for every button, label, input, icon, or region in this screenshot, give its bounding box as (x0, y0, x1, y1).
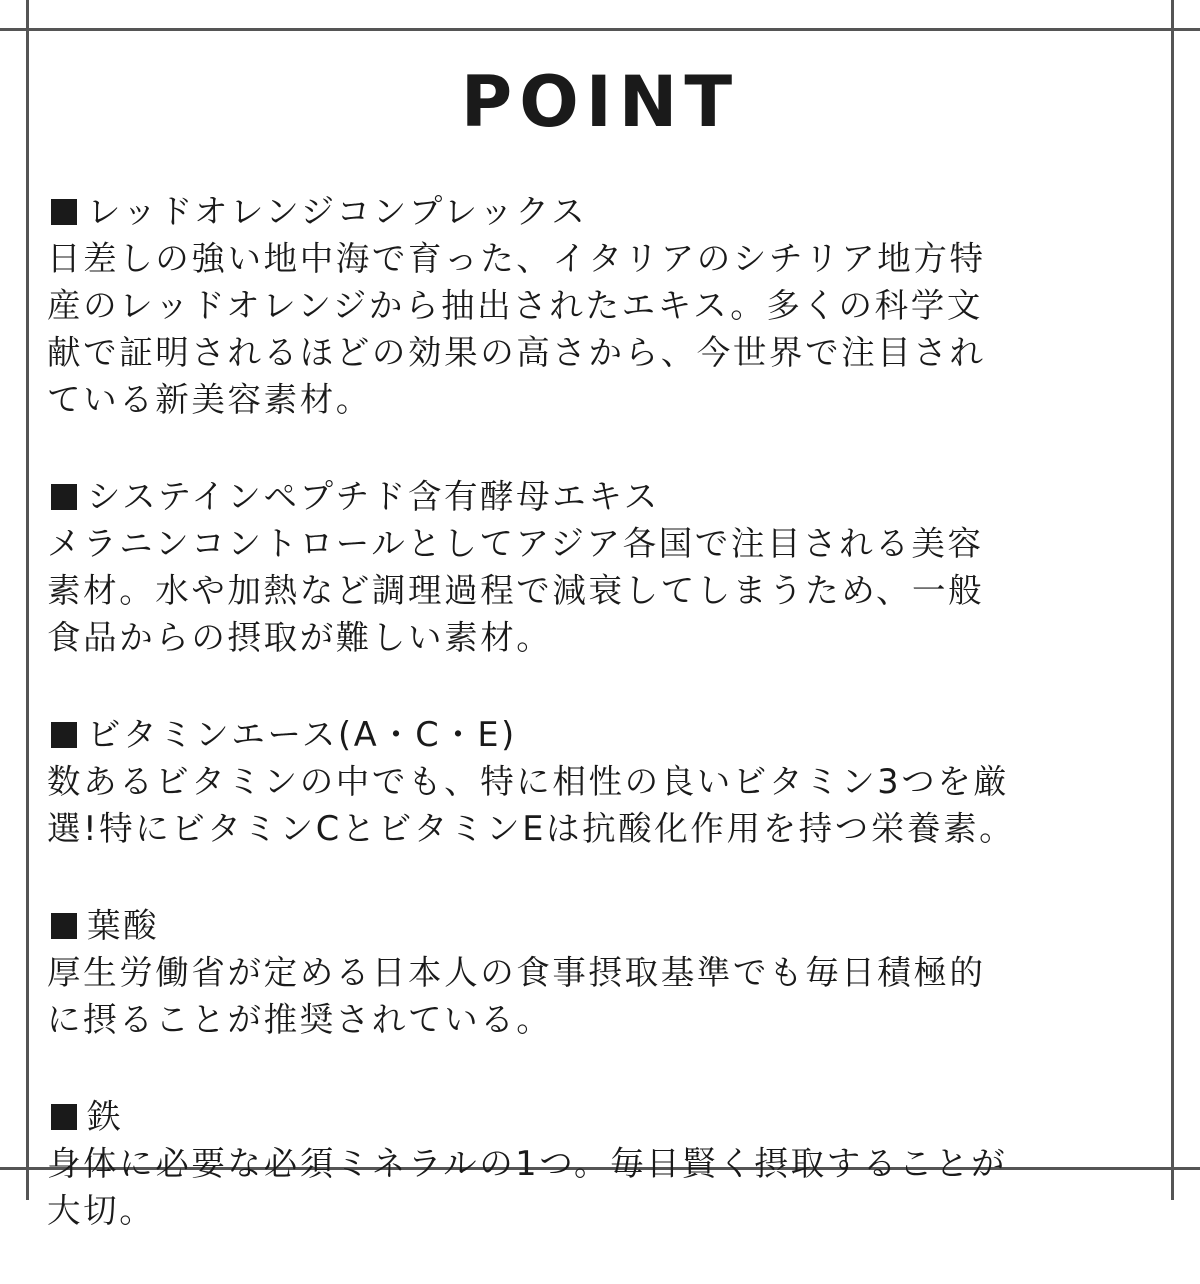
body-line: 献で証明されるほどの効果の高さから、今世界で注目され (47, 333, 986, 372)
square-bullet-icon (51, 484, 77, 510)
point-list (47, 188, 1167, 1284)
section-body (47, 1140, 1167, 1234)
frame-right-line (1171, 0, 1174, 1200)
body-line: 日差しの強い地中海で育った、イタリアのシチリア地方特 (47, 239, 986, 278)
body-line: に摂ることが推奨されている。 (47, 1000, 553, 1039)
body-line: 食品からの摂取が難しい素材。 (47, 618, 553, 657)
square-bullet-icon (51, 722, 77, 748)
body-line: 選!特にビタミンCとビタミンEは抗酸化作用を持つ栄養素。 (47, 809, 1016, 848)
square-bullet-icon (51, 913, 77, 939)
body-line: 産のレッドオレンジから抽出されたエキス。多くの科学文 (47, 286, 983, 325)
point-section-iron (47, 1093, 1167, 1234)
section-heading (47, 902, 1167, 949)
body-line: 厚生労働省が定める日本人の食事摂取基準でも毎日積極的 (47, 953, 986, 992)
body-line: 身体に必要な必須ミネラルの1つ。毎日賢く摂取することが (47, 1144, 1008, 1183)
section-heading (47, 711, 1167, 758)
point-section-red-orange (47, 188, 1167, 423)
section-heading (47, 473, 1167, 520)
point-section-vitamin-ace (47, 711, 1167, 852)
section-body (47, 520, 1167, 661)
section-body (47, 758, 1167, 852)
section-heading-text: 鉄 (87, 1097, 124, 1136)
section-body (47, 949, 1167, 1043)
page-title: POINT (460, 61, 740, 143)
section-heading-text: レッドオレンジコンプレックス (87, 192, 588, 231)
body-line: 素材。水や加熱など調理過程で減衰してしまうため、一般 (47, 571, 985, 610)
square-bullet-icon (51, 1104, 77, 1130)
body-line: ている新美容素材。 (47, 380, 372, 419)
body-line: 数あるビタミンの中でも、特に相性の良いビタミン3つを厳 (47, 762, 1010, 801)
section-heading (47, 188, 1167, 235)
body-line: 大切。 (47, 1191, 156, 1230)
frame-top-line (0, 28, 1200, 31)
section-heading-text: システインペプチド含有酵母エキス (87, 477, 660, 516)
section-body (47, 235, 1167, 423)
point-section-cysteine-peptide (47, 473, 1167, 661)
point-section-folic-acid (47, 902, 1167, 1043)
square-bullet-icon (51, 199, 77, 225)
section-heading-text: ビタミンエース(A・C・E) (87, 715, 517, 754)
section-heading-text: 葉酸 (87, 906, 160, 945)
body-line: メラニンコントロールとしてアジア各国で注目される美容 (47, 524, 984, 563)
frame-left-line (26, 0, 29, 1200)
section-heading (47, 1093, 1167, 1140)
